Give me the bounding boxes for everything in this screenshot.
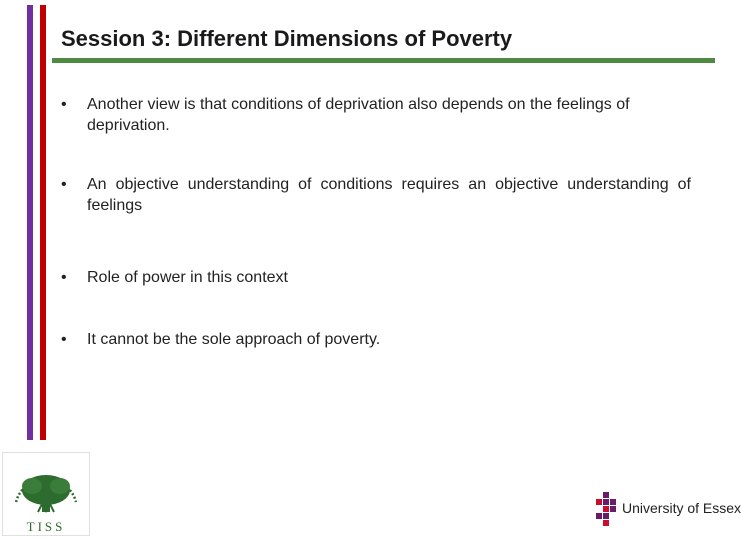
essex-logo — [596, 490, 741, 530]
bullet-text: It cannot be the sole approach of poverty. — [87, 331, 381, 348]
tiss-wordmark: TISS — [26, 519, 66, 534]
bullet-dot: • — [61, 269, 67, 286]
bullet-dot: • — [61, 176, 67, 193]
bullet-item — [61, 94, 691, 136]
bullet-dot: • — [61, 331, 67, 348]
essex-grid-icon — [596, 490, 620, 530]
bullet-item — [61, 329, 691, 350]
left-red-bar — [40, 5, 46, 440]
title-divider — [52, 58, 715, 63]
bullet-list — [61, 94, 691, 350]
bullet-item — [61, 267, 691, 288]
bullet-text: Role of power in this context — [87, 269, 288, 286]
left-purple-bar — [27, 5, 33, 440]
slide-title: Session 3: Different Dimensions of Poverty — [61, 26, 513, 51]
tiss-logo — [2, 452, 90, 536]
bullet-text: An objective understanding of conditions requires an objective understanding of feelings — [87, 176, 691, 214]
bullet-text: Another view is that conditions of deprivation also depends on the feelings of deprivation. — [87, 96, 630, 134]
bullet-item — [61, 174, 691, 216]
essex-wordmark: University of Essex — [622, 500, 741, 516]
bullet-dot: • — [61, 96, 67, 113]
